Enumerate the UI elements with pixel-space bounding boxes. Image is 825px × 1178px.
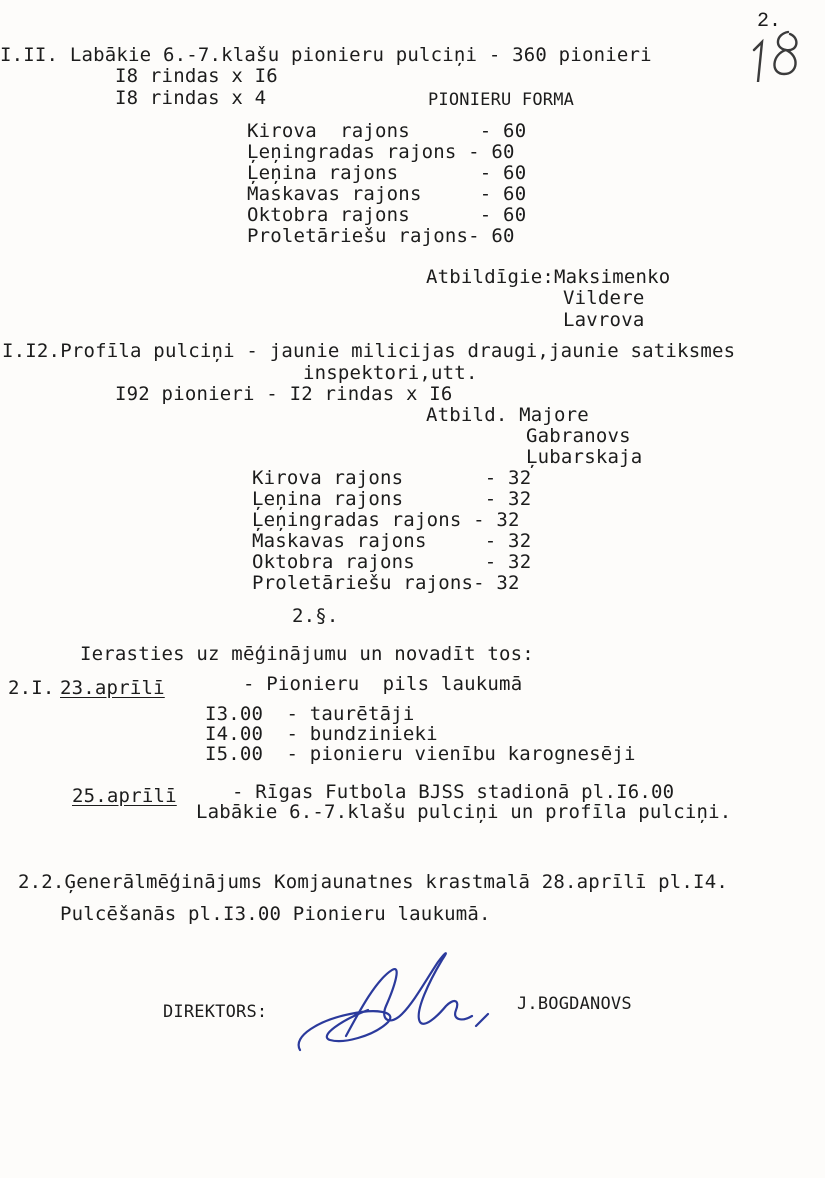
responsible-line: Lavrova: [563, 309, 645, 331]
district-line: Ļeņina rajons - 60: [247, 162, 527, 184]
district-line: Ļeņina rajons - 32: [252, 488, 532, 510]
responsible-line: Atbildīgie:Maksimenko: [426, 266, 671, 288]
handwritten-folio-number: [748, 12, 818, 82]
district-line: Kirova rajons - 60: [247, 120, 527, 142]
item-25-place: - Rīgas Futbola BJSS stadionā pl.I6.00: [232, 781, 675, 803]
district-line: Oktobra rajons - 32: [252, 551, 532, 573]
section-2-number: 2.§.: [292, 605, 339, 627]
section-1-11-heading: I.II. Labākie 6.-7.klašu pionieru pulciņi - 360 pionieri: [0, 44, 652, 66]
section-2-intro: Ierasties uz mēģinājumu un novadīt tos:: [80, 643, 534, 665]
district-line: Proletāriešu rajons- 32: [252, 572, 520, 594]
signatory-name: J.BOGDANOVS: [517, 994, 632, 1014]
schedule-line: I3.00 - taurētāji: [205, 703, 415, 725]
responsible-line: Ļubarskaja: [526, 446, 643, 468]
item-25-detail: Labākie 6.-7.klašu pulciņi un profīla pulciņi.: [196, 801, 732, 823]
district-line: Proletāriešu rajons- 60: [247, 225, 515, 247]
district-line: Maskavas rajons - 60: [247, 183, 527, 205]
item-2-1-label: 2.I.: [8, 677, 55, 699]
responsible-line: Gabranovs: [526, 425, 631, 447]
count-line: I92 pionieri - I2 rindas x I6: [115, 383, 453, 405]
district-line: Oktobra rajons - 60: [247, 204, 527, 226]
item-25-date: 25.aprīlī: [72, 785, 177, 807]
rows-line-b: I8 rindas x 4: [115, 87, 267, 109]
schedule-line: I5.00 - pionieru vienību karognesēji: [205, 743, 636, 765]
item-2-1-date: 23.aprīlī: [60, 677, 165, 699]
district-line: Kirova rajons - 32: [252, 467, 532, 489]
signature-role: DIREKTORS:: [163, 1002, 268, 1022]
item-2-2-line2: Pulcēšanās pl.I3.00 Pionieru laukumā.: [60, 903, 491, 925]
section-1-12-heading: I.I2.Profīla pulciņi - jaunie milicijas draugi,jaunie satiksmes: [2, 340, 736, 362]
district-line: Ļeņingradas rajons - 60: [247, 141, 515, 163]
schedule-line: I4.00 - bundzinieki: [205, 723, 438, 745]
section-1-12-heading-cont: inspektori,utt.: [303, 362, 478, 384]
responsible-line: Vildere: [563, 287, 645, 309]
item-2-2-line1: 2.2.Ģenerālmēģinājums Komjaunatnes krastmalā 28.aprīlī pl.I4.: [18, 871, 728, 893]
handwritten-signature: [290, 940, 500, 1060]
district-line: Ļeņingradas rajons - 32: [252, 509, 520, 531]
district-line: Maskavas rajons - 32: [252, 530, 532, 552]
rows-line-a: I8 rindas x I6: [115, 65, 278, 87]
responsible-line: Atbild. Majore: [426, 404, 589, 426]
uniform-heading: PIONIERU FORMA: [428, 90, 575, 110]
page-number: 2.: [757, 10, 782, 33]
item-2-1-place: - Pionieru pils laukumā: [243, 673, 523, 695]
